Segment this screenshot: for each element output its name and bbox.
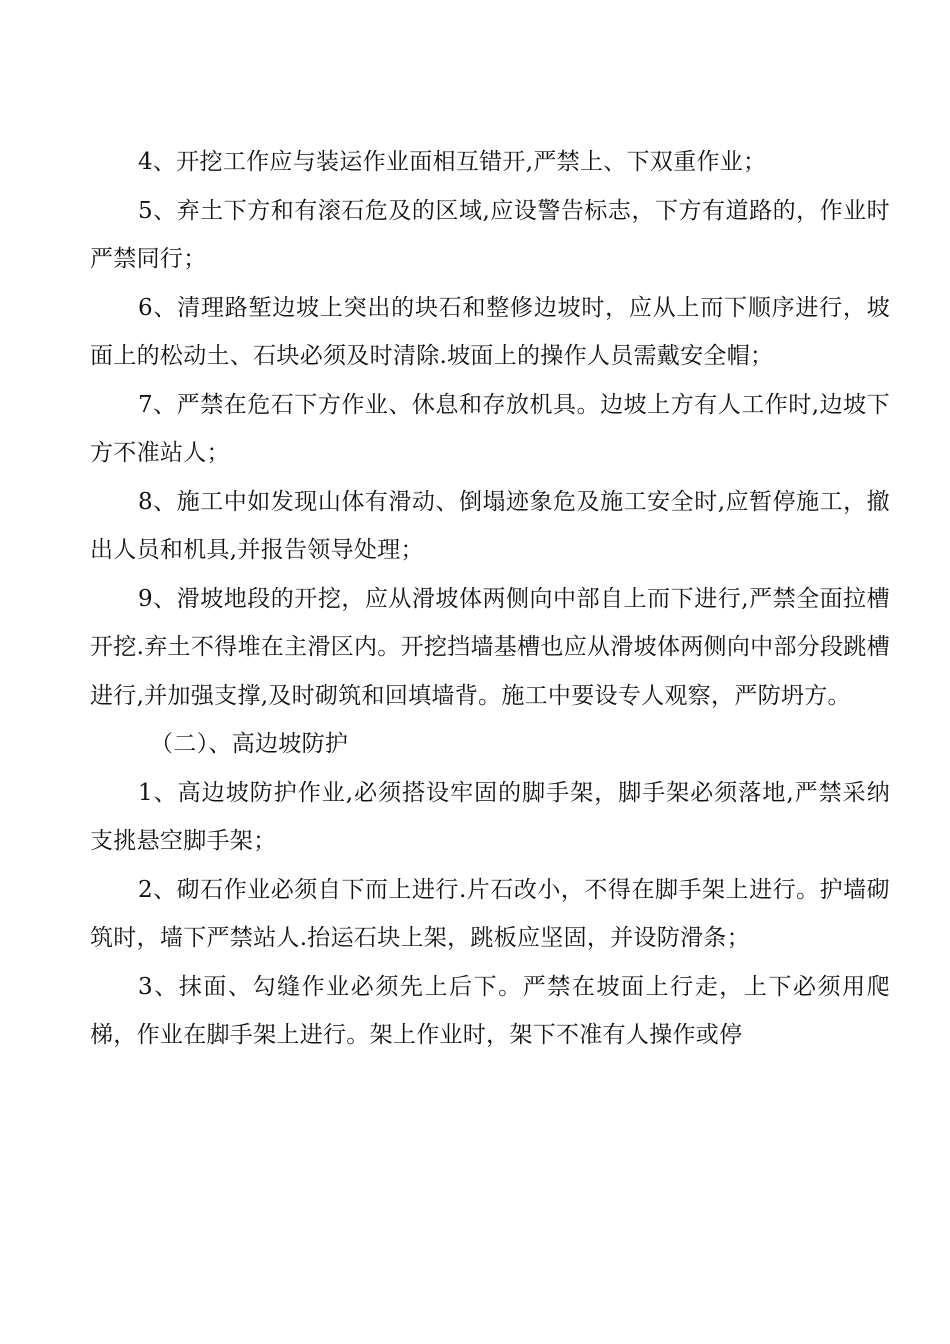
paragraph-item-4: 4、开挖工作应与装运作业面相互错开,严禁上、下双重作业； bbox=[138, 149, 767, 175]
document-body bbox=[90, 138, 890, 1060]
paragraph-item-6: 6、清理路堑边坡上突出的块石和整修边坡时，应从上而下顺序进行，坡面上的松动土、石块必须及时清除.坡面上的操作人员需戴安全帽； bbox=[90, 294, 890, 369]
paragraph-item-1: 1、高边坡防护作业,必须搭设牢固的脚手架，脚手架必须落地,严禁采纳支挑悬空脚手架； bbox=[90, 779, 890, 854]
paragraph-item-7: 7、严禁在危石下方作业、休息和存放机具。边坡上方有人工作时,边坡下方不准站人； bbox=[90, 391, 890, 466]
paragraph-item-2: 2、砌石作业必须自下而上进行.片石改小，不得在脚手架上进行。护墙砌筑时，墙下严禁站人.抬运石块上架，跳板应坚固，并设防滑条； bbox=[90, 876, 890, 951]
paragraph-item-9: 9、滑坡地段的开挖，应从滑坡体两侧向中部自上而下进行,严禁全面拉槽开挖.弃土不得堆在主滑区内。开挖挡墙基槽也应从滑坡体两侧向中部分段跳槽进行,并加强支撑,及时砌筑和回填墙背。施工中要设专人观察，严防坍方。 bbox=[90, 585, 890, 709]
paragraph-item-8: 8、施工中如发现山体有滑动、倒塌迹象危及施工安全时,应暂停施工，撤出人员和机具,并报告领导处理； bbox=[90, 488, 890, 563]
paragraph-item-3: 3、抹面、勾缝作业必须先上后下。严禁在坡面上行走，上下必须用爬梯，作业在脚手架上进行。架上作业时，架下不准有人操作或停 bbox=[90, 973, 890, 1048]
section-heading: （二）、高边坡防护 bbox=[150, 731, 349, 757]
paragraph-item-5: 5、弃土下方和有滚石危及的区域,应设警告标志，下方有道路的，作业时严禁同行； bbox=[90, 197, 890, 272]
